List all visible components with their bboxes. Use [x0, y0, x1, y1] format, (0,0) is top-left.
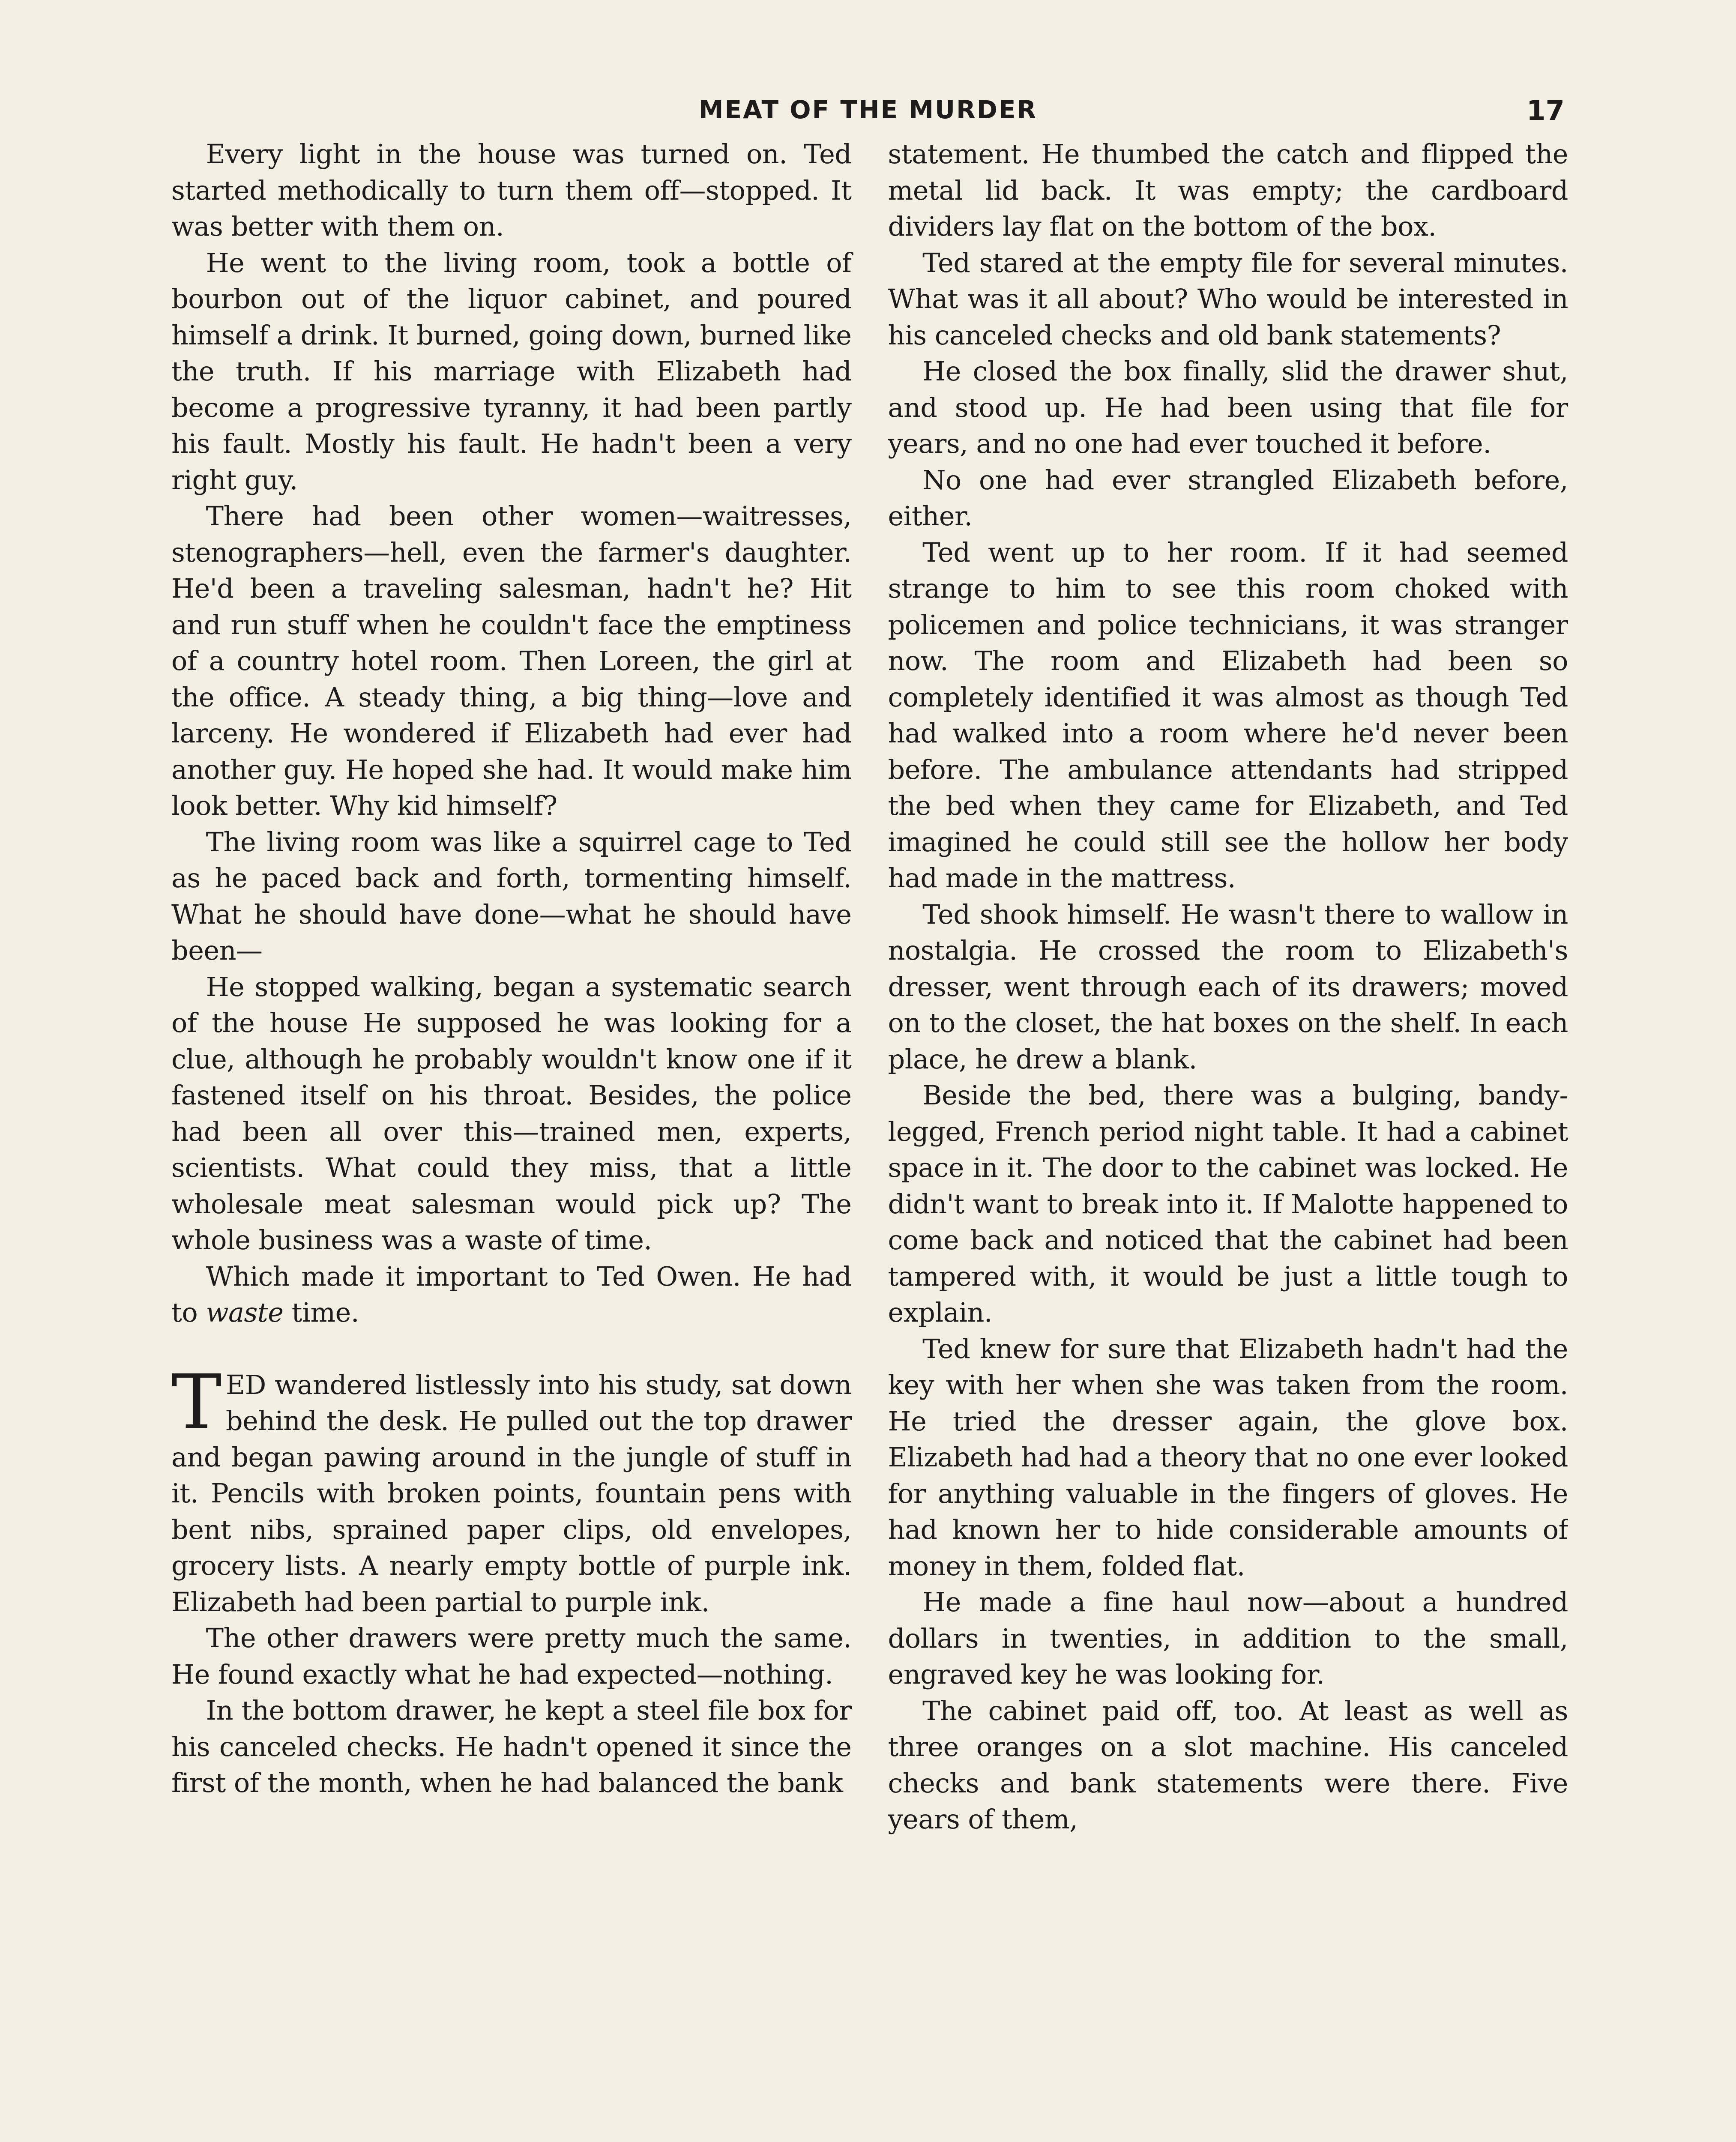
left-column	[171, 136, 852, 2142]
paragraph: There had been other women—waitresses, stenographers—hell, even the farmer's daughter. He'd been a traveling salesman, hadn't he? Hit and run stuff when he couldn't face the emptiness of a country hotel room. Then Loreen, the girl at the office. A steady thing, a big thing—love and larceny. He wondered if Elizabeth had ever had another guy. He hoped she had. It would make him look better. Why kid himself?	[171, 500, 852, 821]
paragraph: Ted stared at the empty file for several minutes. What was it all about? Who would be interested in his canceled checks and old bank statements?	[888, 247, 1568, 351]
paragraph: The other drawers were pretty much the same. He found exactly what he had expected—nothing.	[171, 1622, 852, 1690]
paragraph: Ted went up to her room. If it had seemed strange to him to see this room choked with policemen and police technicians, it was stranger now. The room and Elizabeth had been so completely identified it was almost as though Ted had walked into a room where he'd never been before. The ambulance attendants had stripped the bed when they came for Elizabeth, and Ted imagined he could still see the hollow her body had made in the mattress.	[888, 536, 1568, 894]
drop-cap: T	[171, 1358, 221, 1446]
paragraph: Ted shook himself. He wasn't there to wallow in nostalgia. He crossed the room to Elizabeth's dresser, went through each of its drawers; moved on to the closet, the hat boxes on the shelf. In each place, he drew a blank.	[888, 898, 1568, 1075]
paragraph-text: time.	[283, 1297, 359, 1328]
paragraph	[171, 1259, 852, 1331]
paragraph: In the bottom drawer, he kept a steel file box for his canceled checks. He hadn't opened it since the first of the month, when he had balanced the bank	[171, 1695, 852, 1798]
paragraph: He closed the box finally, slid the drawer shut, and stood up. He had been using that file for years, and no one had ever touched it before.	[888, 356, 1568, 459]
paragraph: Every light in the house was turned on. Ted started methodically to turn them off—stopped. It was better with them on.	[171, 138, 852, 242]
section-opening-paragraph	[171, 1358, 852, 1621]
paragraph: He went to the living room, took a bottle of bourbon out of the liquor cabinet, and poured himself a drink. It burned, going down, burned like the truth. If his marriage with Elizabeth had become a progressive tyranny, it had been partly his fault. Mostly his fault. He hadn't been a very right guy.	[171, 247, 852, 496]
page-number: 17	[1526, 95, 1565, 127]
paragraph: Ted knew for sure that Elizabeth hadn't had the key with her when she was taken from the room. He tried the dresser again, the glove box. Elizabeth had had a theory that no one ever looked for anything valuable in the fingers of gloves. He had known her to hide considerable amounts of money in them, folded flat.	[888, 1333, 1568, 1582]
article-body	[171, 136, 1568, 2142]
page-header	[171, 95, 1565, 134]
paragraph: He stopped walking, began a systematic search of the house He supposed he was looking for a clue, although he probably wouldn't know one if it fastened itself on his throat. Besides, the police had been all over this—trained men, experts, scientists. What could they miss, that a little wholesale meat salesman would pick up? The whole business was a waste of time.	[171, 971, 852, 1256]
right-column	[888, 136, 1568, 2142]
paragraph: No one had ever strangled Elizabeth before, either.	[888, 464, 1568, 532]
paragraph-text: ED wandered listlessly into his study, sat down behind the desk. He pulled out the top drawer and began pawing around in the jungle of stuff in it. Pencils with broken points, fountain pens with bent nibs, sprained paper clips, old envelopes, grocery lists. A nearly empty bottle of purple ink. Elizabeth had been partial to purple ink.	[171, 1369, 852, 1618]
paragraph-continued: statement. He thumbed the catch and flipped the metal lid back. It was empty; the cardboard dividers lay flat on the bottom of the box.	[888, 138, 1568, 242]
paragraph: The living room was like a squirrel cage to Ted as he paced back and forth, tormenting himself. What he should have done—what he should have been—	[171, 826, 852, 966]
running-title: MEAT OF THE MURDER	[698, 95, 1038, 124]
paragraph: He made a fine haul now—about a hundred dollars in twenties, in addition to the small, engraved key he was looking for.	[888, 1586, 1568, 1690]
emphasis-word: waste	[206, 1297, 284, 1328]
paragraph: The cabinet paid off, too. At least as well as three oranges on a slot machine. His canceled checks and bank statements were there. Five years of them,	[888, 1695, 1568, 1835]
paragraph-text: Which made it important to Ted Owen. He had to	[171, 1260, 852, 1328]
paragraph: Beside the bed, there was a bulging, bandy-legged, French period night table. It had a cabinet space in it. The door to the cabinet was locked. He didn't want to break into it. If Malotte happened to come back and noticed that the cabinet had been tampered with, it would be just a little tough to explain.	[888, 1080, 1568, 1328]
